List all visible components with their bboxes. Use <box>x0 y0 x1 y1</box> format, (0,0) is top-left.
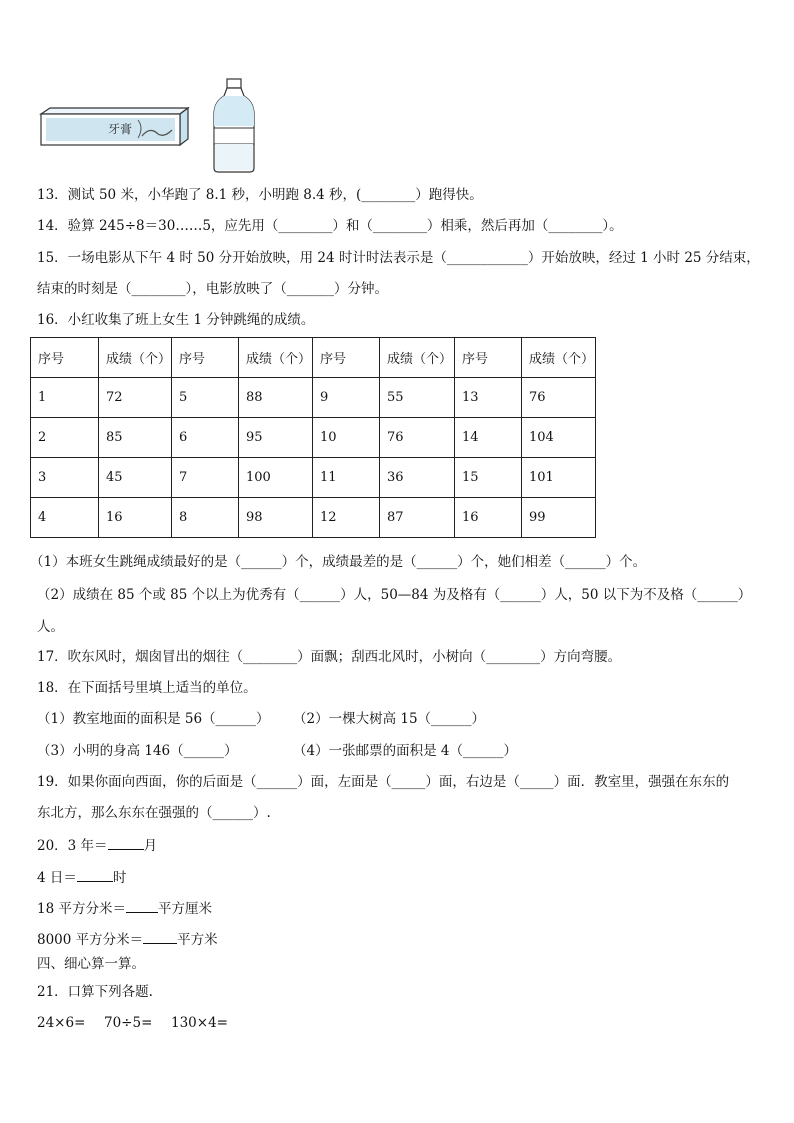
table-cell: 98 <box>239 498 313 538</box>
question-18: 18．在下面括号里填上适当的单位。 <box>37 680 257 696</box>
answer-blank[interactable] <box>126 898 158 913</box>
question-19-line1: 19．如果你面向西面，你的后面是（______）面，左面是（_____）面，右边是（_____）面．教室里，强强在东东的 <box>37 774 730 790</box>
answer-blank[interactable] <box>143 929 177 944</box>
table-cell: 4 <box>31 498 99 538</box>
question-18-item1: （1）教室地面的面积是 56（______） <box>37 711 270 727</box>
table-cell: 95 <box>239 418 313 458</box>
table-row <box>31 378 596 418</box>
header-cell: 序号 <box>313 338 380 378</box>
header-cell: 序号 <box>455 338 522 378</box>
question-16-part2-line1: （2）成绩在 85 个或 85 个以上为优秀有（______）人，50—84 为及格有（______）人，50 以下为不及格（______） <box>37 587 752 603</box>
table-cell: 13 <box>455 378 522 418</box>
conversion-prefix: 8000 平方分米＝ <box>37 932 144 948</box>
table-cell: 1 <box>31 378 99 418</box>
header-cell: 成绩（个） <box>99 338 172 378</box>
score-table <box>30 337 596 538</box>
question-20-sq-dm <box>37 898 212 918</box>
answer-blank[interactable] <box>108 835 144 850</box>
conversion-prefix: 20．3 年＝ <box>37 838 108 854</box>
toothpaste-label: 牙膏 <box>108 122 133 136</box>
table-cell: 45 <box>99 458 172 498</box>
question-18-item2: （2）一棵大树高 15（______） <box>293 711 486 727</box>
header-cell: 成绩（个） <box>380 338 455 378</box>
table-cell: 36 <box>380 458 455 498</box>
header-cell: 成绩（个） <box>239 338 313 378</box>
table-cell: 76 <box>380 418 455 458</box>
question-16-part2-line2: 人。 <box>37 619 64 635</box>
table-row <box>31 418 596 458</box>
table-cell: 99 <box>522 498 596 538</box>
calc-item: 24×6= <box>37 1015 86 1031</box>
table-cell: 100 <box>239 458 313 498</box>
table-cell: 12 <box>313 498 380 538</box>
question-16: 16．小红收集了班上女生 1 分钟跳绳的成绩。 <box>37 312 315 328</box>
answer-blank[interactable] <box>77 867 113 882</box>
table-header-row <box>31 338 596 378</box>
header-cell: 序号 <box>31 338 99 378</box>
table-cell: 72 <box>99 378 172 418</box>
header-cell: 序号 <box>172 338 239 378</box>
table-cell: 16 <box>99 498 172 538</box>
table-cell: 88 <box>239 378 313 418</box>
conversion-prefix: 18 平方分米＝ <box>37 901 126 917</box>
conversion-unit: 时 <box>112 870 127 886</box>
conversion-unit: 平方厘米 <box>157 901 212 917</box>
question-21: 21．口算下列各题. <box>37 984 153 1000</box>
table-cell: 5 <box>172 378 239 418</box>
question-20-years <box>37 835 157 855</box>
conversion-unit: 月 <box>143 838 158 854</box>
calc-item: 70÷5= <box>104 1015 153 1031</box>
question-13: 13．测试 50 米，小华跑了 8.1 秒，小明跑 8.4 秒，(________）跑得快。 <box>37 187 483 203</box>
question-20-days <box>37 867 126 887</box>
table-cell: 3 <box>31 458 99 498</box>
table-row <box>31 458 596 498</box>
table-cell: 7 <box>172 458 239 498</box>
question-17: 17．吹东风时，烟囱冒出的烟往（________）面飘；刮西北风时，小树向（________）方向弯腰。 <box>37 649 622 665</box>
question-16-part1: （1）本班女生跳绳成绩最好的是（______）个，成绩最差的是（______）个，她们相差（______）个。 <box>30 554 647 570</box>
water-bottle-icon <box>214 79 254 172</box>
conversion-unit: 平方米 <box>177 932 218 948</box>
table-cell: 14 <box>455 418 522 458</box>
question-19-line2: 东北方，那么东东在强强的（______）. <box>37 805 271 821</box>
table-cell: 9 <box>313 378 380 418</box>
question-15-line1: 15．一场电影从下午 4 时 50 分开始放映，用 24 时计时法表示是（____________）开始放映，经过 1 小时 25 分结束， <box>37 250 760 266</box>
table-cell: 8 <box>172 498 239 538</box>
question-20-sq-m <box>37 929 218 949</box>
table-cell: 101 <box>522 458 596 498</box>
table-cell: 76 <box>522 378 596 418</box>
table-cell: 55 <box>380 378 455 418</box>
table-cell: 87 <box>380 498 455 538</box>
table-cell: 15 <box>455 458 522 498</box>
question-18-item3: （3）小明的身高 146（______） <box>37 743 238 759</box>
calc-item: 130×4= <box>171 1015 228 1031</box>
question-14: 14．验算 245÷8＝30……5，应先用（________）和（________）相乘，然后再加（________）。 <box>37 218 623 234</box>
table-cell: 11 <box>313 458 380 498</box>
question-18-item4: （4）一张邮票的面积是 4（______） <box>293 743 517 759</box>
table-row <box>31 498 596 538</box>
section-title: 四、细心算一算。 <box>37 956 145 972</box>
header-cell: 成绩（个） <box>522 338 596 378</box>
table-cell: 104 <box>522 418 596 458</box>
table-cell: 10 <box>313 418 380 458</box>
conversion-prefix: 4 日＝ <box>37 870 77 886</box>
table-cell: 2 <box>31 418 99 458</box>
question-15-line2: 结束的时刻是（________），电影放映了（_______）分钟。 <box>37 281 388 297</box>
illustrations <box>38 76 268 176</box>
table-cell: 16 <box>455 498 522 538</box>
table-cell: 6 <box>172 418 239 458</box>
table-cell: 85 <box>99 418 172 458</box>
